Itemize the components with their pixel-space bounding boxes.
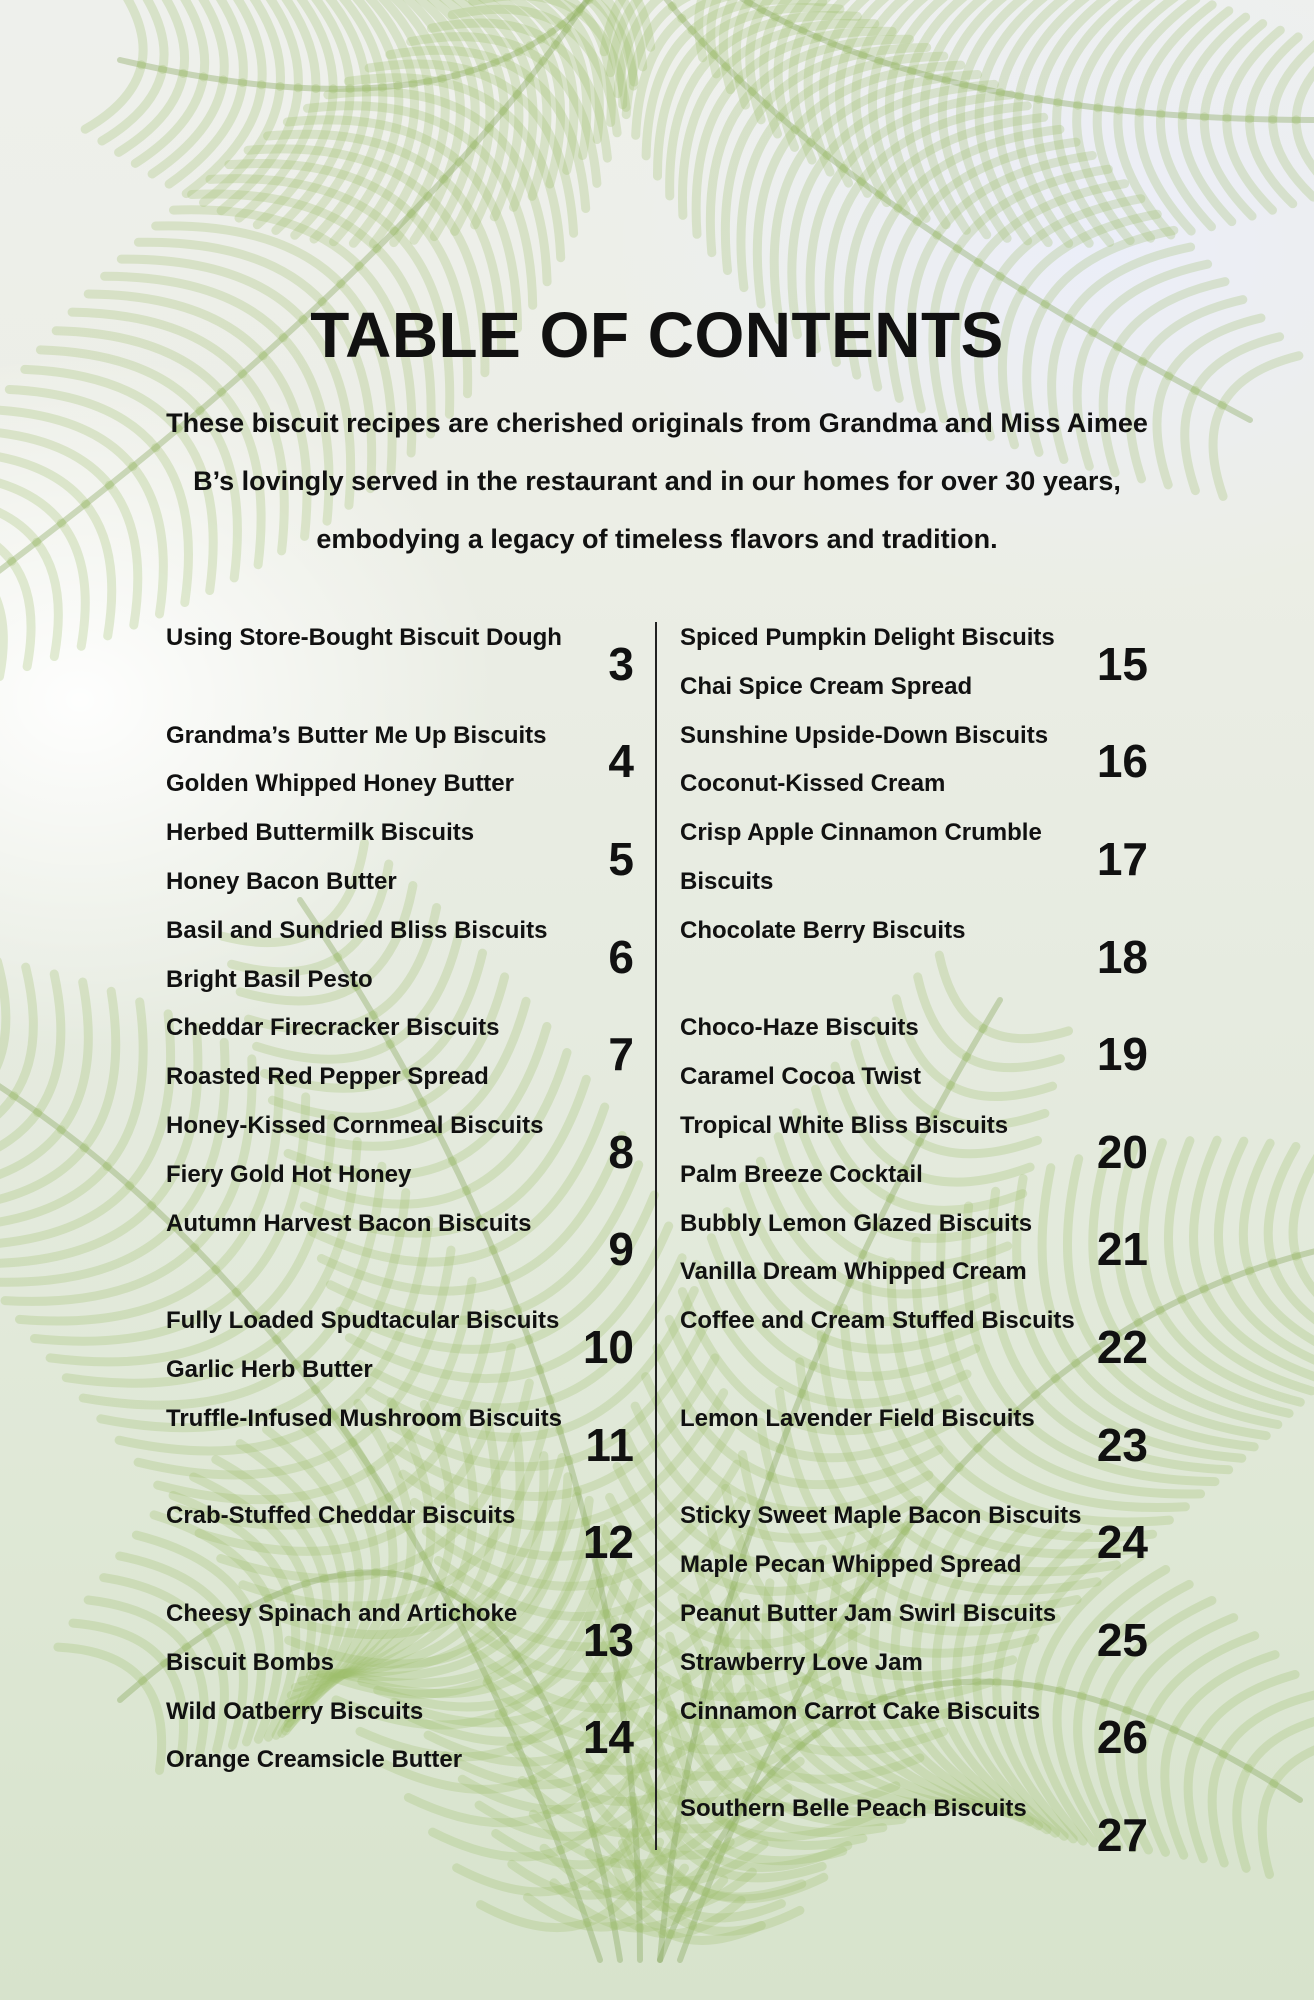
toc-page-number: 13 bbox=[582, 1613, 634, 1666]
toc-entry-line: Grandma’s Butter Me Up Biscuits bbox=[166, 721, 547, 749]
toc-entry-line: Southern Belle Peach Biscuits bbox=[680, 1795, 1027, 1823]
toc-entry-line: Cheesy Spinach and Artichoke bbox=[166, 1600, 518, 1627]
toc-entry-line: Crab-Stuffed Cheddar Biscuits bbox=[166, 1502, 516, 1530]
toc-entry-title bbox=[680, 1492, 1081, 1590]
toc-entry-line: Sunshine Upside-Down Biscuits bbox=[680, 721, 1049, 749]
toc-page-number: 18 bbox=[1096, 930, 1148, 983]
toc-entry-title bbox=[166, 614, 562, 663]
toc-entry-title bbox=[166, 1200, 531, 1249]
toc-entry-title bbox=[166, 1395, 562, 1444]
toc-page-number: 27 bbox=[1096, 1809, 1148, 1862]
toc-entry-line: Maple Pecan Whipped Spread bbox=[680, 1551, 1022, 1579]
toc-entry-line: Wild Oatberry Biscuits bbox=[166, 1697, 424, 1725]
toc-entry-title bbox=[166, 809, 474, 907]
toc-entry-line: Basil and Sundried Bliss Biscuits bbox=[166, 916, 548, 944]
toc-entry-line: Fully Loaded Spudtacular Biscuits bbox=[166, 1307, 560, 1335]
toc-entry-line: Orange Creamsicle Butter bbox=[166, 1746, 463, 1774]
toc-entry-line: Chai Spice Cream Spread bbox=[680, 672, 973, 700]
toc-entry-line: Herbed Buttermilk Biscuits bbox=[166, 819, 475, 847]
toc-entry-title bbox=[680, 1590, 1056, 1688]
toc-entry-line: Using Store-Bought Biscuit Dough bbox=[166, 624, 562, 651]
toc-page-number: 24 bbox=[1096, 1516, 1148, 1569]
toc-entry-title bbox=[680, 907, 965, 956]
toc-entry-title bbox=[680, 1297, 1075, 1346]
toc-entry-line: Truffle-Infused Mushroom Biscuits bbox=[166, 1404, 563, 1432]
toc-entry-line: Caramel Cocoa Twist bbox=[680, 1063, 921, 1091]
toc-page-number: 14 bbox=[582, 1711, 634, 1764]
toc-page-number: 7 bbox=[608, 1028, 634, 1081]
toc-entry-line: Biscuits bbox=[680, 867, 774, 895]
toc-page-number: 11 bbox=[585, 1418, 634, 1471]
toc-entry-line: Crisp Apple Cinnamon Crumble bbox=[680, 819, 1042, 847]
toc-page-number: 20 bbox=[1096, 1125, 1148, 1178]
toc-page-number: 12 bbox=[582, 1516, 634, 1569]
toc-entry-title bbox=[680, 1785, 1027, 1834]
toc-page-number: 15 bbox=[1096, 637, 1148, 690]
toc-page-number: 19 bbox=[1096, 1028, 1148, 1081]
toc-entry-line: Strawberry Love Jam bbox=[680, 1648, 923, 1676]
toc-entry-title bbox=[680, 1200, 1032, 1298]
toc-page-number: 5 bbox=[608, 833, 634, 886]
toc-entry-line: Palm Breeze Cocktail bbox=[680, 1160, 923, 1188]
toc-entry-line: Cheddar Firecracker Biscuits bbox=[166, 1014, 500, 1042]
toc-entry-title bbox=[680, 1102, 1008, 1200]
toc-entry-title bbox=[166, 1492, 515, 1541]
toc-entry-title bbox=[680, 614, 1055, 712]
toc-entry-title bbox=[680, 1004, 921, 1102]
toc-entry-line: Honey-Kissed Cornmeal Biscuits bbox=[166, 1112, 544, 1139]
toc-entry-line: Roasted Red Pepper Spread bbox=[166, 1063, 489, 1091]
toc-entry-line: Biscuit Bombs bbox=[166, 1648, 335, 1676]
toc-entry-line: Cinnamon Carrot Cake Biscuits bbox=[680, 1697, 1041, 1725]
toc-entry-line: Spiced Pumpkin Delight Biscuits bbox=[680, 624, 1055, 651]
toc-entry-title bbox=[166, 712, 547, 810]
toc-entry-line: Sticky Sweet Maple Bacon Biscuits bbox=[680, 1502, 1082, 1530]
toc-entry-line: Fiery Gold Hot Honey bbox=[166, 1160, 412, 1188]
intro-paragraph: These biscuit recipes are cherished originals from Grandma and Miss Aimee B’s lovingly served in the restaurant and in our homes for over 30 years, embodying a legacy of timeless flavors and tradition. bbox=[166, 408, 1148, 554]
toc-page-number: 26 bbox=[1096, 1711, 1148, 1764]
toc-entry-title bbox=[166, 1688, 462, 1786]
toc-entry-title bbox=[166, 1102, 543, 1200]
toc-entry-line: Autumn Harvest Bacon Biscuits bbox=[166, 1209, 532, 1237]
toc-entry-line: Coconut-Kissed Cream bbox=[680, 770, 946, 798]
toc-page-number: 21 bbox=[1096, 1223, 1148, 1276]
toc-entry-title bbox=[680, 1395, 1035, 1444]
toc-entry-line: Tropical White Bliss Biscuits bbox=[680, 1112, 1009, 1139]
column-divider bbox=[655, 622, 657, 1850]
toc-page-number: 22 bbox=[1096, 1321, 1148, 1374]
toc-entry-line: Bubbly Lemon Glazed Biscuits bbox=[680, 1209, 1033, 1237]
toc-entry-line: Choco-Haze Biscuits bbox=[680, 1014, 919, 1042]
toc-entry-line: Garlic Herb Butter bbox=[166, 1355, 373, 1383]
toc-entry-line: Golden Whipped Honey Butter bbox=[166, 770, 514, 798]
toc-entry-line: Lemon Lavender Field Biscuits bbox=[680, 1404, 1035, 1432]
toc-page-number: 23 bbox=[1096, 1418, 1148, 1471]
toc-entry-title bbox=[166, 907, 547, 1005]
toc-entry-title bbox=[680, 809, 1042, 907]
toc-page-number: 3 bbox=[608, 637, 634, 690]
toc-entry-line: Coffee and Cream Stuffed Biscuits bbox=[680, 1307, 1075, 1335]
toc-entry-title bbox=[166, 1297, 559, 1395]
page-title: TABLE OF CONTENTS bbox=[310, 299, 1004, 371]
toc-page-number: 8 bbox=[608, 1125, 634, 1178]
toc-page-number: 4 bbox=[608, 735, 634, 788]
toc-page-number: 10 bbox=[582, 1321, 634, 1374]
toc-page-number: 17 bbox=[1096, 833, 1148, 886]
toc-entry-title bbox=[680, 712, 1048, 810]
toc-entry-line: Peanut Butter Jam Swirl Biscuits bbox=[680, 1600, 1057, 1627]
toc-entry-line: Chocolate Berry Biscuits bbox=[680, 916, 966, 944]
toc-entry-title bbox=[680, 1688, 1040, 1737]
toc-page-number: 16 bbox=[1096, 735, 1148, 788]
toc-entry-line: Honey Bacon Butter bbox=[166, 867, 397, 895]
toc-page-number: 9 bbox=[608, 1223, 634, 1276]
toc-page-number: 25 bbox=[1096, 1613, 1148, 1666]
toc-entry-title bbox=[166, 1004, 499, 1102]
toc-entry-line: Bright Basil Pesto bbox=[166, 965, 373, 993]
toc-page-number: 6 bbox=[608, 930, 634, 983]
toc-entry-title bbox=[166, 1590, 517, 1688]
toc-entry-line: Vanilla Dream Whipped Cream bbox=[680, 1258, 1027, 1286]
